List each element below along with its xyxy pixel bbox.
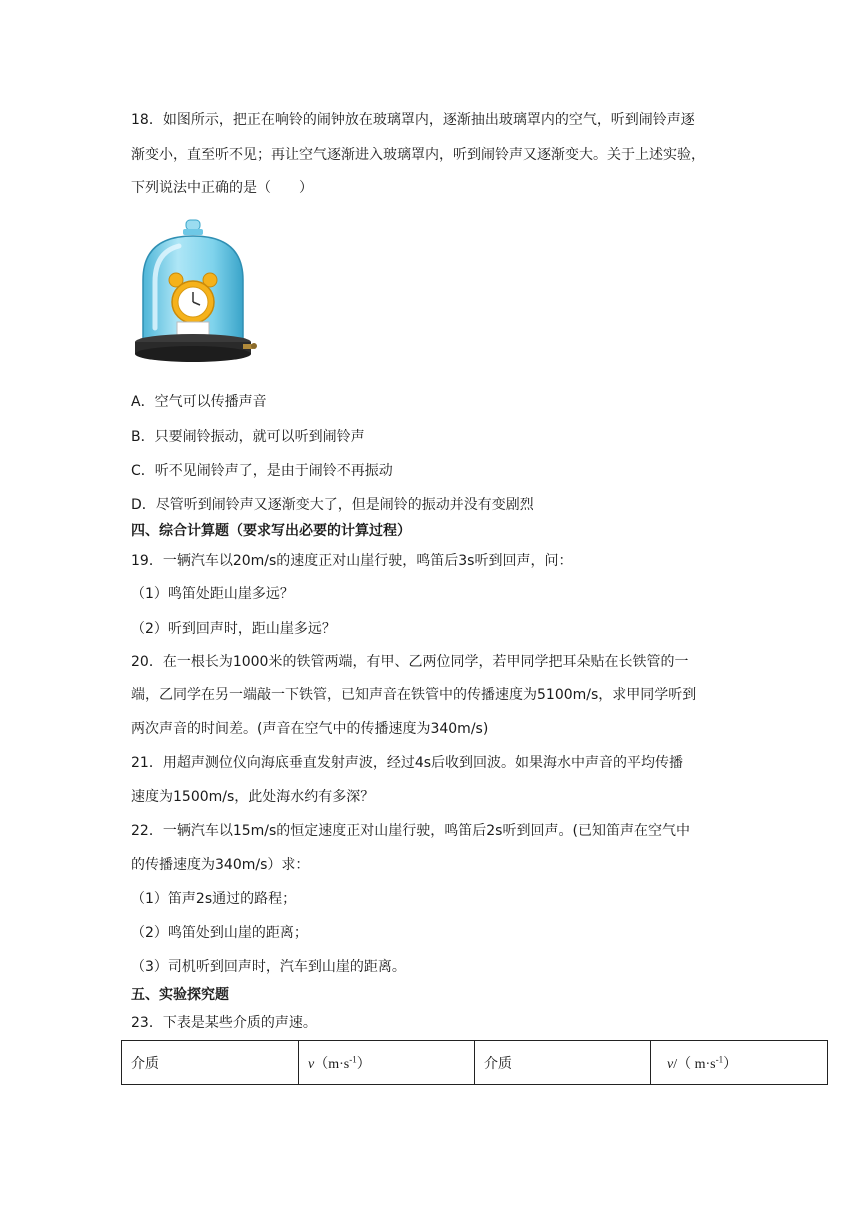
speed-unit-2: /（ m·s — [673, 1056, 716, 1072]
q18-option-c: C．听不见闹铃声了，是由于闹铃不再振动 — [131, 463, 393, 479]
q19-sub1: （1）鸣笛处距山崖多远？ — [131, 586, 294, 602]
q22-sub3: （3）司机听到回声时，汽车到山崖的距离。 — [131, 959, 406, 975]
speed-unit-1: （m·s — [314, 1056, 350, 1072]
q20-stem-line3: 两次声音的时间差。(声音在空气中的传播速度为340m/s) — [131, 721, 489, 737]
q18-stem-line2: 渐变小，直至听不见；再让空气逐渐进入玻璃罩内，听到闹铃声又逐渐变大。关于上述实验， — [131, 147, 705, 163]
q18-option-a: A．空气可以传播声音 — [131, 394, 267, 410]
q18-option-b: B．只要闹铃振动，就可以听到闹铃声 — [131, 429, 365, 445]
q20-stem-line1: 20．在一根长为1000米的铁管两端，有甲、乙两位同学，若甲同学把耳朵贴在长铁管的一 — [131, 654, 689, 670]
sound-speed-table — [121, 1040, 828, 1085]
q18-stem-line3: 下列说法中正确的是（ ） — [131, 180, 313, 196]
speed-unit-exponent-1: -1 — [349, 1053, 357, 1064]
q22-sub2: （2）鸣笛处到山崖的距离； — [131, 925, 308, 941]
table-header-speed-1: $v(m\cdot s^{-1})$ — [299, 1041, 475, 1085]
q22-stem-line2: 的传播速度为340m/s）求： — [131, 857, 310, 873]
q23-stem: 23．下表是某些介质的声速。 — [131, 1015, 317, 1031]
q19-sub2: （2）听到回声时，距山崖多远？ — [131, 621, 336, 637]
speed-unit-close-1: ） — [356, 1056, 371, 1072]
q18-option-d: D．尽管听到闹铃声又逐渐变大了，但是闹铃的振动并没有变剧烈 — [131, 497, 534, 513]
q21-stem-line1: 21．用超声测位仪向海底垂直发射声波，经过4s后收到回波。如果海水中声音的平均传播 — [131, 755, 684, 771]
bell-jar-alarm-clock-figure — [131, 218, 257, 370]
speed-unit-close-2: ） — [723, 1056, 738, 1072]
q19-stem: 19．一辆汽车以20m/s的速度正对山崖行驶，鸣笛后3s听到回声，问： — [131, 553, 573, 569]
table-header-row — [122, 1041, 828, 1085]
q18-stem-line1: 18．如图所示，把正在响铃的闹钟放在玻璃罩内，逐渐抽出玻璃罩内的空气，听到闹铃声逐 — [131, 112, 695, 128]
q22-sub1: （1）笛声2s通过的路程； — [131, 891, 297, 907]
section-4-heading: 四、综合计算题（要求写出必要的计算过程） — [131, 523, 411, 539]
q21-stem-line2: 速度为1500m/s，此处海水约有多深？ — [131, 789, 375, 805]
table-header-medium-2: 介质 — [475, 1041, 651, 1085]
table-header-speed-2: v/（ $m\cdot s^{-1}$） — [651, 1041, 828, 1085]
table-header-medium-1: 介质 — [122, 1041, 299, 1085]
q20-stem-line2: 端，乙同学在另一端敲一下铁管，已知声音在铁管中的传播速度为5100m/s，求甲同学听到 — [131, 687, 697, 703]
q22-stem-line1: 22．一辆汽车以15m/s的恒定速度正对山崖行驶，鸣笛后2s听到回声。(已知笛声在空气中 — [131, 823, 690, 839]
speed-unit-exponent-2: -1 — [715, 1053, 724, 1064]
section-5-heading: 五、实验探究题 — [131, 987, 229, 1003]
